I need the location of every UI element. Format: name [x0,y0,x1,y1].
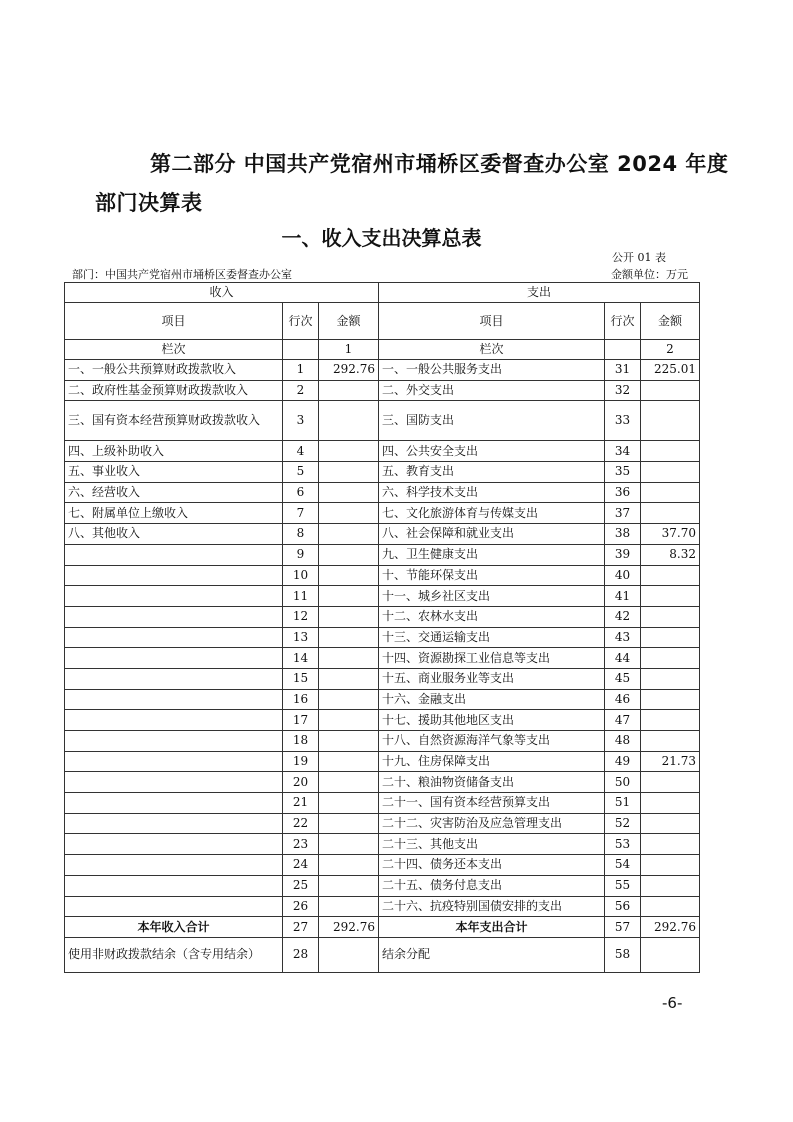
expense-item: 六、科学技术支出 [379,482,605,503]
expense-line: 48 [605,731,641,752]
income-item: 使用非财政拨款结余（含专用结余） [65,937,283,972]
expense-item: 十二、农林水支出 [379,606,605,627]
expense-line: 37 [605,503,641,524]
table-row [65,731,700,752]
income-item [65,896,283,917]
expense-amount [641,627,700,648]
expense-item: 二十一、国有资本经营预算支出 [379,793,605,814]
expense-line: 41 [605,586,641,607]
expense-line: 45 [605,668,641,689]
expense-amount [641,875,700,896]
income-line: 17 [283,710,319,731]
expense-line: 32 [605,380,641,401]
income-amount: 292.76 [319,360,379,381]
expense-item: 十一、城乡社区支出 [379,586,605,607]
income-item [65,606,283,627]
expense-line: 44 [605,648,641,669]
income-amount [319,689,379,710]
income-amount [319,380,379,401]
income-amount [319,813,379,834]
expense-amount [641,772,700,793]
expense-line: 39 [605,544,641,565]
expense-item: 十四、资源勘探工业信息等支出 [379,648,605,669]
income-item: 七、附属单位上缴收入 [65,503,283,524]
income-amount [319,772,379,793]
part-title-line2: 部门决算表 [95,191,203,215]
expense-item: 二十二、灾害防治及应急管理支出 [379,813,605,834]
table-row [65,524,700,545]
expense-amount [641,586,700,607]
income-item: 三、国有资本经营预算财政拨款收入 [65,401,283,441]
expense-amount: 21.73 [641,751,700,772]
income-amount [319,627,379,648]
part-title-line1: 第二部分 中国共产党宿州市埇桥区委督查办公室 2024 年度 [150,152,729,176]
income-line: 4 [283,441,319,462]
expense-amount [641,648,700,669]
expense-item: 十三、交通运输支出 [379,627,605,648]
income-item: 一、一般公共预算财政拨款收入 [65,360,283,381]
income-item [65,648,283,669]
table-row [65,896,700,917]
table-row [65,875,700,896]
expense-line: 31 [605,360,641,381]
income-amount [319,875,379,896]
table-row [65,813,700,834]
table-title-text: 一、收入支出决算总表 [281,226,482,250]
income-expense-table [64,282,700,973]
expense-amount [641,896,700,917]
amount-unit-label: 金额单位：万元 [611,268,688,281]
table-row [65,565,700,586]
expense-item: 九、卫生健康支出 [379,544,605,565]
income-line: 5 [283,462,319,483]
expense-amount [641,937,700,972]
income-amount [319,606,379,627]
table-title [0,222,793,251]
income-line: 23 [283,834,319,855]
expense-line: 52 [605,813,641,834]
income-index-label: 栏次 [65,340,283,360]
expense-item: 十五、商业服务业等支出 [379,668,605,689]
income-amount: 292.76 [319,917,379,938]
income-col-amount: 金额 [319,303,379,340]
income-line: 2 [283,380,319,401]
expense-line: 49 [605,751,641,772]
income-amount [319,482,379,503]
expense-amount [641,710,700,731]
expense-index-line [605,340,641,360]
expense-item: 二十六、抗疫特别国债安排的支出 [379,896,605,917]
expense-amount: 8.32 [641,544,700,565]
income-amount [319,793,379,814]
expense-item: 二、外交支出 [379,380,605,401]
expense-amount [641,503,700,524]
expense-amount: 292.76 [641,917,700,938]
expense-line: 35 [605,462,641,483]
income-line: 25 [283,875,319,896]
expense-col-item: 项目 [379,303,605,340]
income-line: 16 [283,689,319,710]
table-row [65,586,700,607]
income-line: 8 [283,524,319,545]
table-row [65,544,700,565]
income-line: 13 [283,627,319,648]
expense-line: 54 [605,855,641,876]
income-amount [319,544,379,565]
column-index-row [65,340,700,360]
income-item: 五、事业收入 [65,462,283,483]
expense-amount: 37.70 [641,524,700,545]
income-line: 15 [283,668,319,689]
table-row [65,462,700,483]
expense-item: 本年支出合计 [379,917,605,938]
income-item: 八、其他收入 [65,524,283,545]
expense-item: 十七、援助其他地区支出 [379,710,605,731]
table-row [65,606,700,627]
income-item: 四、上级补助收入 [65,441,283,462]
total-row [65,917,700,938]
table-row [65,855,700,876]
income-amount [319,710,379,731]
expense-item: 一、一般公共服务支出 [379,360,605,381]
income-item [65,772,283,793]
expense-line: 36 [605,482,641,503]
table-row [65,401,700,441]
income-line: 14 [283,648,319,669]
expense-item: 二十四、债务还本支出 [379,855,605,876]
expense-line: 46 [605,689,641,710]
income-amount [319,668,379,689]
income-line: 10 [283,565,319,586]
income-index-line [283,340,319,360]
expense-item: 二十、粮油物资储备支出 [379,772,605,793]
income-header: 收入 [65,283,379,303]
expense-line: 53 [605,834,641,855]
expense-item: 二十五、债务付息支出 [379,875,605,896]
income-line: 3 [283,401,319,441]
expense-item: 五、教育支出 [379,462,605,483]
expense-item: 二十三、其他支出 [379,834,605,855]
table-row [65,360,700,381]
income-item: 本年收入合计 [65,917,283,938]
expense-item: 八、社会保障和就业支出 [379,524,605,545]
expense-amount [641,462,700,483]
income-amount [319,441,379,462]
table-row [65,380,700,401]
income-item: 六、经营收入 [65,482,283,503]
expense-item: 七、文化旅游体育与传媒支出 [379,503,605,524]
table-row [65,689,700,710]
expense-amount [641,565,700,586]
income-item [65,813,283,834]
table-row [65,772,700,793]
expense-amount [641,834,700,855]
expense-line: 33 [605,401,641,441]
income-item [65,793,283,814]
expense-header: 支出 [379,283,700,303]
expense-line: 55 [605,875,641,896]
income-line: 26 [283,896,319,917]
expense-line: 47 [605,710,641,731]
expense-item: 十、节能环保支出 [379,565,605,586]
table-row [65,482,700,503]
expense-line: 50 [605,772,641,793]
expense-item: 结余分配 [379,937,605,972]
expense-item: 四、公共安全支出 [379,441,605,462]
income-line: 21 [283,793,319,814]
expense-line: 42 [605,606,641,627]
income-amount [319,648,379,669]
column-header-row [65,303,700,340]
table-row [65,793,700,814]
expense-index-value: 2 [641,340,700,360]
expense-col-line: 行次 [605,303,641,340]
expense-line: 51 [605,793,641,814]
expense-amount [641,482,700,503]
expense-index-label: 栏次 [379,340,605,360]
page-number: -6- [662,994,683,1012]
income-amount [319,462,379,483]
income-line: 27 [283,917,319,938]
expense-line: 40 [605,565,641,586]
table-row [65,503,700,524]
form-number: 公开 01 表 [612,251,666,264]
expense-line: 38 [605,524,641,545]
income-item [65,544,283,565]
surplus-row [65,937,700,972]
income-item [65,855,283,876]
table-row [65,751,700,772]
income-amount [319,834,379,855]
expense-amount [641,689,700,710]
expense-line: 34 [605,441,641,462]
income-col-item: 项目 [65,303,283,340]
income-line: 28 [283,937,319,972]
income-line: 22 [283,813,319,834]
income-line: 1 [283,360,319,381]
income-amount [319,731,379,752]
expense-line: 58 [605,937,641,972]
expense-amount [641,855,700,876]
income-item [65,565,283,586]
income-line: 9 [283,544,319,565]
expense-line: 43 [605,627,641,648]
department-label: 部门：中国共产党宿州市埇桥区委督查办公室 [72,268,292,281]
table-row [65,668,700,689]
income-item [65,751,283,772]
income-amount [319,565,379,586]
expense-line: 57 [605,917,641,938]
expense-amount [641,380,700,401]
expense-amount [641,793,700,814]
expense-item: 十九、住房保障支出 [379,751,605,772]
income-amount [319,401,379,441]
expense-item: 十六、金融支出 [379,689,605,710]
income-line: 12 [283,606,319,627]
expense-amount [641,731,700,752]
expense-amount [641,668,700,689]
income-amount [319,503,379,524]
income-line: 6 [283,482,319,503]
income-item: 二、政府性基金预算财政拨款收入 [65,380,283,401]
expense-amount [641,441,700,462]
table-row [65,627,700,648]
income-line: 7 [283,503,319,524]
table-row [65,441,700,462]
income-item [65,689,283,710]
income-item [65,668,283,689]
expense-amount: 225.01 [641,360,700,381]
income-amount [319,524,379,545]
income-amount [319,855,379,876]
income-item [65,627,283,648]
table-row [65,648,700,669]
expense-amount [641,813,700,834]
income-item [65,586,283,607]
income-index-value: 1 [319,340,379,360]
income-amount [319,586,379,607]
table-row [65,710,700,731]
income-line: 18 [283,731,319,752]
expense-item: 十八、自然资源海洋气象等支出 [379,731,605,752]
income-line: 24 [283,855,319,876]
expense-col-amount: 金额 [641,303,700,340]
expense-amount [641,606,700,627]
income-item [65,834,283,855]
income-item [65,731,283,752]
expense-item: 三、国防支出 [379,401,605,441]
income-line: 20 [283,772,319,793]
table-row [65,834,700,855]
section-header-row [65,283,700,303]
income-col-line: 行次 [283,303,319,340]
income-amount [319,896,379,917]
income-item [65,710,283,731]
income-line: 11 [283,586,319,607]
income-line: 19 [283,751,319,772]
income-amount [319,937,379,972]
expense-amount [641,401,700,441]
expense-line: 56 [605,896,641,917]
income-amount [319,751,379,772]
income-item [65,875,283,896]
